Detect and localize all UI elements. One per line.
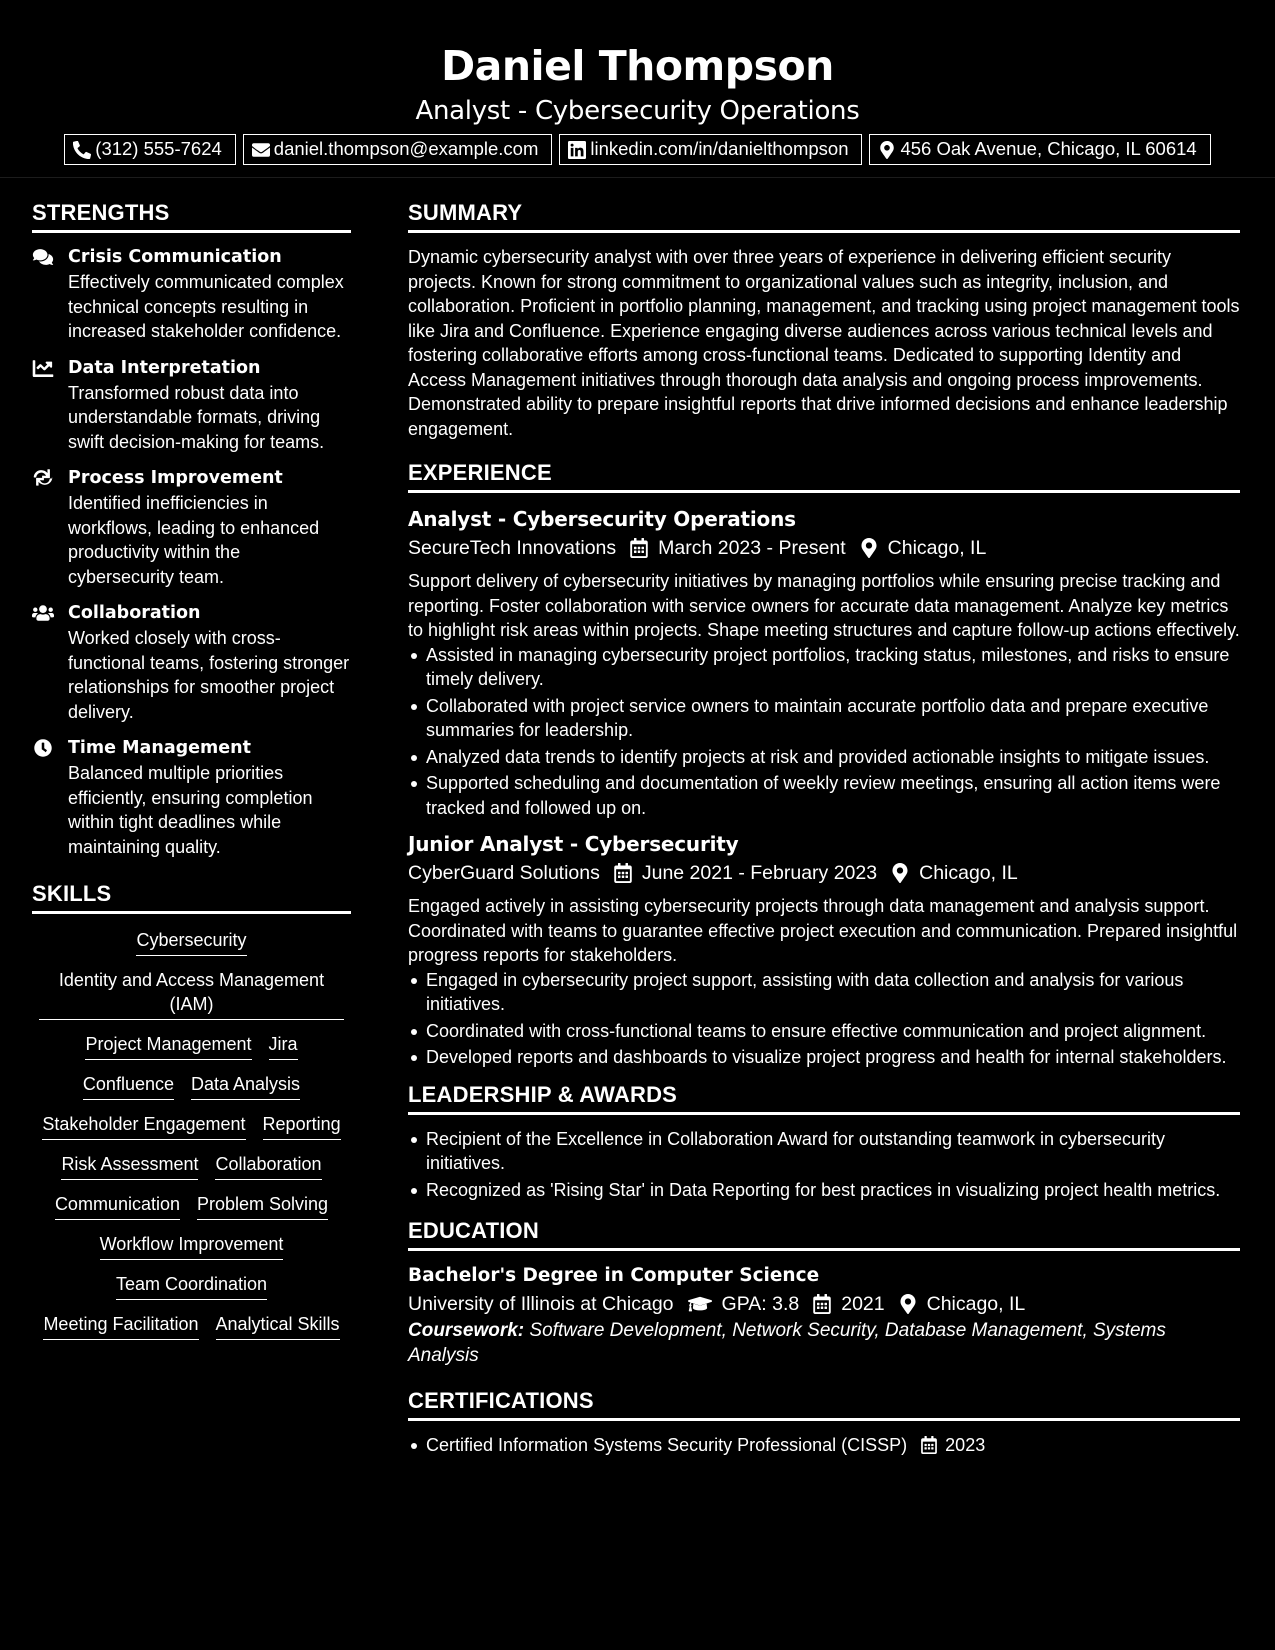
skill-tag: Data Analysis: [191, 1072, 300, 1100]
sync-icon: [32, 469, 54, 487]
candidate-name: Daniel Thompson: [441, 42, 834, 90]
education-location: Chicago, IL: [926, 1293, 1026, 1315]
coursework: [408, 1319, 1240, 1368]
certifications-heading: CERTIFICATIONS: [408, 1386, 1240, 1421]
left-column: [32, 198, 351, 1340]
strength-title: Process Improvement: [68, 468, 283, 488]
email-contact[interactable]: [243, 134, 553, 165]
graduation-year: 2021: [841, 1293, 885, 1315]
summary-heading: SUMMARY: [408, 198, 1240, 233]
strength-title: Time Management: [68, 738, 251, 758]
experience-heading: EXPERIENCE: [408, 458, 1240, 493]
skill-tag: Communication: [55, 1192, 180, 1220]
strength-title: Data Interpretation: [68, 357, 261, 378]
education-heading: EDUCATION: [408, 1216, 1240, 1251]
strength-item: [32, 466, 351, 589]
skill-tag: Workflow Improvement: [100, 1232, 284, 1260]
chart-line-icon: [32, 359, 54, 377]
job-bullet: Supported scheduling and documentation of weekly review meetings, ensuring all action items were tracked and followed up on.: [408, 771, 1240, 820]
job-location: Chicago, IL: [887, 537, 987, 559]
coursework-list: Software Development, Network Security, Database Management, Systems Analysis: [408, 1320, 1166, 1366]
gpa-text: GPA: 3.8: [721, 1293, 800, 1315]
linkedin-text: linkedin.com/in/danielthompson: [590, 138, 849, 160]
graduation-cap-icon: [688, 1294, 712, 1314]
address-text: 456 Oak Avenue, Chicago, IL 60614: [900, 138, 1197, 160]
job-bullet: Engaged in cybersecurity project support, assisting with data collection and analysis for various initiatives.: [408, 968, 1240, 1017]
job-location: Chicago, IL: [919, 862, 1018, 884]
job-title: Analyst - Cybersecurity Operations: [408, 507, 796, 531]
contact-bar: [0, 134, 1275, 165]
strength-desc: Worked closely with cross-functional teams, fostering stronger relationships for smoother project delivery.: [68, 628, 350, 722]
skill-tag: Project Management: [85, 1032, 251, 1060]
map-marker-icon: [899, 1294, 917, 1314]
phone-text: (312) 555-7624: [95, 138, 222, 160]
job-bullet: Coordinated with cross-functional teams to ensure effective communication and project alignment.: [408, 1019, 1240, 1044]
certification-item: [408, 1433, 1240, 1458]
job-title: Junior Analyst - Cybersecurity: [408, 832, 739, 856]
right-column: [408, 198, 1240, 1468]
company-name: SecureTech Innovations: [408, 537, 617, 559]
job-meta: [408, 858, 1240, 888]
address-contact: [869, 134, 1210, 165]
education-meta: [408, 1289, 1240, 1319]
skill-tag: Problem Solving: [197, 1192, 328, 1220]
phone-contact[interactable]: [64, 134, 236, 165]
job-bullet: Analyzed data trends to identify projects at risk and provided actionable insights to mitigate issues.: [408, 745, 1240, 770]
strength-item: [32, 601, 351, 724]
job-bullet: Collaborated with project service owners to maintain accurate portfolio data and prepare executive summaries for leadership.: [408, 694, 1240, 743]
skill-tag: Collaboration: [215, 1152, 321, 1180]
phone-icon: [73, 141, 91, 159]
job-bullets: [408, 643, 1240, 821]
company-name: CyberGuard Solutions: [408, 862, 600, 884]
job-entry: [408, 505, 1240, 820]
skill-tag: Risk Assessment: [61, 1152, 198, 1180]
map-marker-icon: [891, 863, 909, 883]
strength-item: [32, 245, 351, 344]
certification-year: 2023: [945, 1435, 986, 1455]
skill-tag: Stakeholder Engagement: [42, 1112, 245, 1140]
certifications-list: [408, 1433, 1240, 1458]
awards-heading: LEADERSHIP & AWARDS: [408, 1080, 1240, 1115]
skill-tag: Team Coordination: [116, 1272, 267, 1300]
job-meta: [408, 533, 1240, 563]
strength-title: Crisis Communication: [68, 247, 282, 267]
skills-list: [32, 928, 351, 1340]
calendar-icon: [813, 1294, 831, 1314]
users-icon: [32, 604, 54, 622]
envelope-icon: [252, 141, 270, 159]
strength-item: [32, 356, 351, 455]
strength-desc: Effectively communicated complex technical concepts resulting in increased stakeholder confidence.: [68, 272, 344, 341]
skill-tag: Identity and Access Management (IAM): [39, 968, 344, 1020]
job-entry: [408, 830, 1240, 1070]
job-bullets: [408, 968, 1240, 1070]
strength-desc: Identified inefficiencies in workflows, leading to enhanced productivity within the cybersecurity team.: [68, 493, 320, 587]
coursework-label: Coursework:: [408, 1320, 525, 1341]
calendar-icon: [630, 538, 648, 558]
job-dates: March 2023 - Present: [658, 537, 846, 559]
linkedin-contact[interactable]: [559, 134, 862, 165]
calendar-icon: [921, 1436, 937, 1454]
linkedin-icon: [568, 141, 586, 159]
strength-desc: Balanced multiple priorities efficiently, ensuring completion within tight deadlines while maintaining quality.: [68, 763, 313, 857]
resume-header: [0, 0, 1275, 178]
job-dates: June 2021 - February 2023: [641, 862, 878, 884]
skill-tag: Confluence: [83, 1072, 174, 1100]
skill-tag: Jira: [269, 1032, 298, 1060]
strength-item: [32, 736, 351, 859]
school-name: University of Illinois at Chicago: [408, 1293, 674, 1315]
clock-icon: [32, 739, 54, 757]
skill-tag: Reporting: [263, 1112, 341, 1140]
summary-text: Dynamic cybersecurity analyst with over three years of experience in delivering efficient security projects. Known for strong commitment to organizational values such as integrity, inclusion, and collaboration. Proficient in portfolio planning, management, and tracking using project management tools like Jira and Confluence. Experience engaging diverse audiences across various technical levels and fostering collaborative efforts among cross-functional teams. Dedicated to supporting Identity and Access Management initiatives through thorough data analysis and ongoing process improvements. Demonstrated ability to prepare insightful reports that drive informed decisions and enhance leadership engagement.: [408, 247, 1240, 439]
comments-icon: [32, 248, 54, 266]
job-bullet: Developed reports and dashboards to visualize project progress and health for internal stakeholders.: [408, 1045, 1240, 1070]
map-marker-icon: [860, 538, 878, 558]
degree-title: Bachelor's Degree in Computer Science: [408, 1265, 820, 1286]
job-bullet: Assisted in managing cybersecurity project portfolios, tracking status, milestones, and risks to ensure timely delivery.: [408, 643, 1240, 692]
strength-desc: Transformed robust data into understandable formats, driving swift decision-making for teams.: [68, 382, 325, 452]
skill-tag: Cybersecurity: [136, 928, 246, 956]
calendar-icon: [614, 863, 632, 883]
strength-title: Collaboration: [68, 603, 201, 623]
skill-tag: Meeting Facilitation: [43, 1312, 198, 1340]
strengths-heading: STRENGTHS: [32, 198, 351, 233]
award-item: Recognized as 'Rising Star' in Data Reporting for best practices in visualizing project health metrics.: [408, 1178, 1240, 1203]
skills-heading: SKILLS: [32, 879, 351, 914]
job-description: Support delivery of cybersecurity initiatives by managing portfolios while ensuring precise tracking and reporting. Foster collaboration with service owners for accurate data management. Analyze key metrics to highlight risk areas within projects. Shape meeting structures and capture follow-up actions effectively.: [408, 571, 1240, 640]
map-marker-icon: [878, 141, 896, 159]
certification-name: Certified Information Systems Security Professional (CISSP): [426, 1435, 908, 1455]
candidate-title: Analyst - Cybersecurity Operations: [415, 96, 860, 126]
awards-list: [408, 1127, 1240, 1203]
skill-tag: Analytical Skills: [216, 1312, 340, 1340]
job-description: Engaged actively in assisting cybersecurity projects through data management and analysis support. Coordinated with teams to guarantee effective project execution and communication. Prepared insightful progress reports for stakeholders.: [408, 896, 1238, 965]
email-text: daniel.thompson@example.com: [273, 138, 539, 160]
award-item: Recipient of the Excellence in Collaboration Award for outstanding teamwork in cybersecurity initiatives.: [408, 1127, 1240, 1176]
